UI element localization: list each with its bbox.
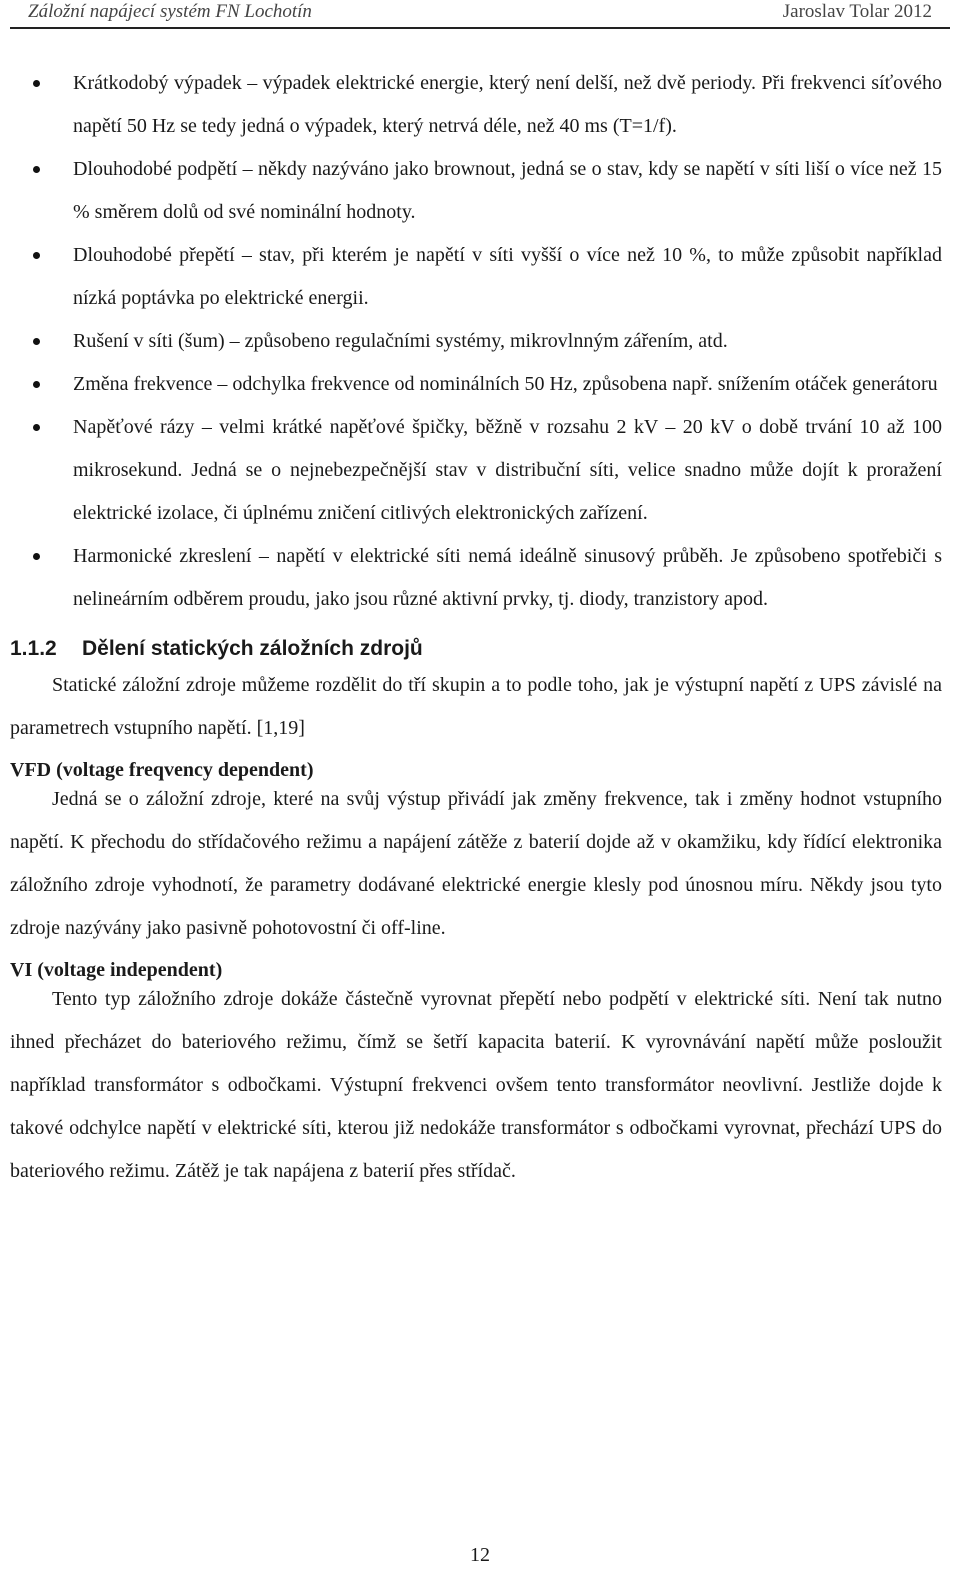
list-item-text: Změna frekvence – odchylka frekvence od nominálních 50 Hz, způsobena např. snížením otáček generátoru — [73, 373, 938, 395]
list-item — [10, 62, 942, 148]
page-header — [10, 0, 950, 29]
list-item — [10, 234, 942, 320]
list-item-text: Rušení v síti (šum) – způsobeno regulačními systémy, mikrovlnným zářením, atd. — [73, 330, 728, 352]
page-number: 12 — [470, 1544, 490, 1566]
header-title: Záložní napájecí systém FN Lochotín — [28, 1, 312, 22]
section-number: 1.1.2 — [10, 637, 57, 660]
intro-paragraph: Statické záložní zdroje můžeme rozdělit do tří skupin a to podle toho, jak je výstupní napětí z UPS závislé na parametrech vstupního napětí. [1,19] — [10, 674, 942, 739]
list-item-text: Dlouhodobé podpětí – někdy nazýváno jako brownout, jedná se o stav, kdy se napětí v síti liší o více než 15 % směrem dolů od své nominální hodnoty. — [73, 158, 942, 223]
vi-heading: VI (voltage independent) — [10, 959, 223, 981]
disturbance-list — [10, 62, 942, 621]
list-item-text: Dlouhodobé přepětí – stav, při kterém je napětí v síti vyšší o více než 10 %, to může způsobit například nízká poptávka po elektrické energii. — [73, 244, 942, 309]
bullet-icon — [33, 166, 40, 173]
vi-paragraph: Tento typ záložního zdroje dokáže částečně vyrovnat přepětí nebo podpětí v elektrické síti. Není tak nutno ihned přecházet do bateriového režimu, čímž se šetří kapacita baterií. K vyrovnávání napětí může posloužit například transformátor s odbočkami. Výstupní frekvenci ovšem tento transformátor neovlivní. Jestliže dojde k takové odchylce napětí v elektrické síti, kterou již nedokáže transformátor s odbočkami vyrovnat, přechází UPS do bateriového režimu. Zátěž je tak napájena z baterií přes střídač. — [10, 988, 942, 1182]
bullet-icon — [33, 80, 40, 87]
section-title: Dělení statických záložních zdrojů — [82, 637, 423, 660]
page-content — [10, 62, 942, 1193]
list-item — [10, 363, 942, 406]
list-item — [10, 320, 942, 363]
bullet-icon — [33, 252, 40, 259]
vfd-heading: VFD (voltage freqvency dependent) — [10, 759, 314, 781]
bullet-icon — [33, 424, 40, 431]
bullet-icon — [33, 553, 40, 560]
list-item — [10, 406, 942, 535]
list-item — [10, 148, 942, 234]
bullet-icon — [33, 338, 40, 345]
list-item-text: Krátkodobý výpadek – výpadek elektrické energie, který není delší, než dvě periody. Při frekvenci síťového napětí 50 Hz se tedy jedná o výpadek, který netrvá déle, než 40 ms (T=1/f). — [73, 72, 942, 137]
list-item-text: Napěťové rázy – velmi krátké napěťové špičky, běžně v rozsahu 2 kV – 20 kV o době trvání 10 až 100 mikrosekund. Jedná se o nejnebezpečnější stav v distribuční síti, velice snadno může dojít k proražení elektrické izolace, či úplnému zničení citlivých elektronických zařízení. — [73, 416, 942, 524]
list-item — [10, 535, 942, 621]
list-item-text: Harmonické zkreslení – napětí v elektrické síti nemá ideálně sinusový průběh. Je způsobeno spotřebiči s nelineárním odběrem proudu, jako jsou různé aktivní prvky, tj. diody, tranzistory apod. — [73, 545, 942, 610]
bullet-icon — [33, 381, 40, 388]
vfd-paragraph: Jedná se o záložní zdroje, které na svůj výstup přivádí jak změny frekvence, tak i změny hodnot vstupního napětí. K přechodu do střídačového režimu a napájení zátěže z baterií dojde až v okamžiku, kdy řídící elektronika záložního zdroje vyhodnotí, že parametry dodávané elektrické energie klesly pod únosnou míru. Někdy jsou tyto zdroje nazývány jako pasivně pohotovostní či off-line. — [10, 788, 942, 939]
header-author-year: Jaroslav Tolar 2012 — [782, 1, 932, 22]
